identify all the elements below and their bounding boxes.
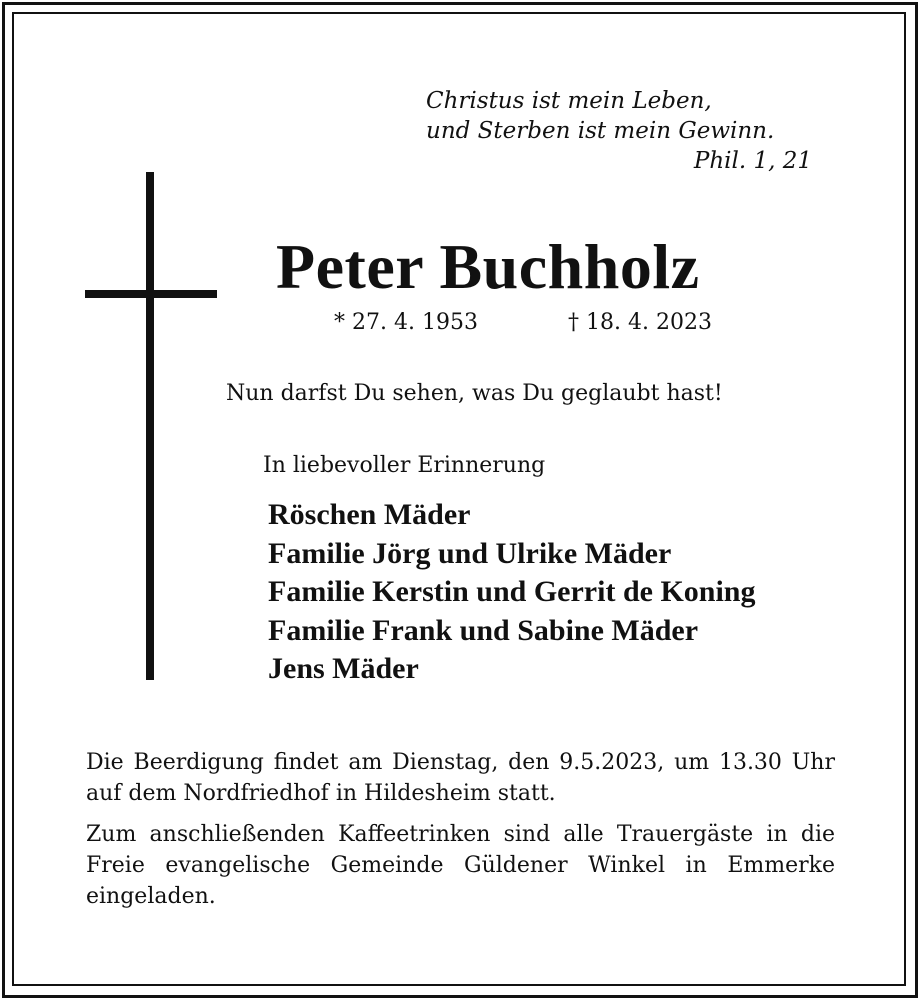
motto: Nun darfst Du sehen, was Du geglaubt hast! [226,381,723,406]
verse-line-1: Christus ist mein Leben, [426,88,712,114]
mourner-item: Jens Mäder [268,652,419,685]
cross-vertical-bar [146,172,154,680]
verse-reference: Phil. 1, 21 [693,148,812,174]
mourner-item: Familie Kerstin und Gerrit de Koning [268,575,756,608]
mourner-item: Röschen Mäder [268,498,471,531]
birth-date: * 27. 4. 1953 [334,310,478,335]
death-date: † 18. 4. 2023 [568,310,712,335]
mourner-item: Familie Frank und Sabine Mäder [268,613,699,647]
deceased-name: Peter Buchholz [276,231,700,302]
verse-line-2: und Sterben ist mein Gewinn. [426,118,775,144]
coffee-notice: Zum anschließenden Kaffeetrinken sind alle Trauergäste in die Freie evangelische Gemeinde Güldener Winkel in Emmerke eingeladen. [86,822,835,909]
mourners-list [268,496,756,689]
funeral-notice: Die Beerdigung findet am Dienstag, den 9.5.2023, um 13.30 Uhr auf dem Nordfriedhof in Hildesheim statt. [86,750,835,806]
bible-verse [426,86,826,176]
remembrance-line: In liebevoller Erinnerung [263,453,546,478]
mourner-item: Familie Jörg und Ulrike Mäder [268,536,672,570]
cross-horizontal-bar [85,290,217,298]
